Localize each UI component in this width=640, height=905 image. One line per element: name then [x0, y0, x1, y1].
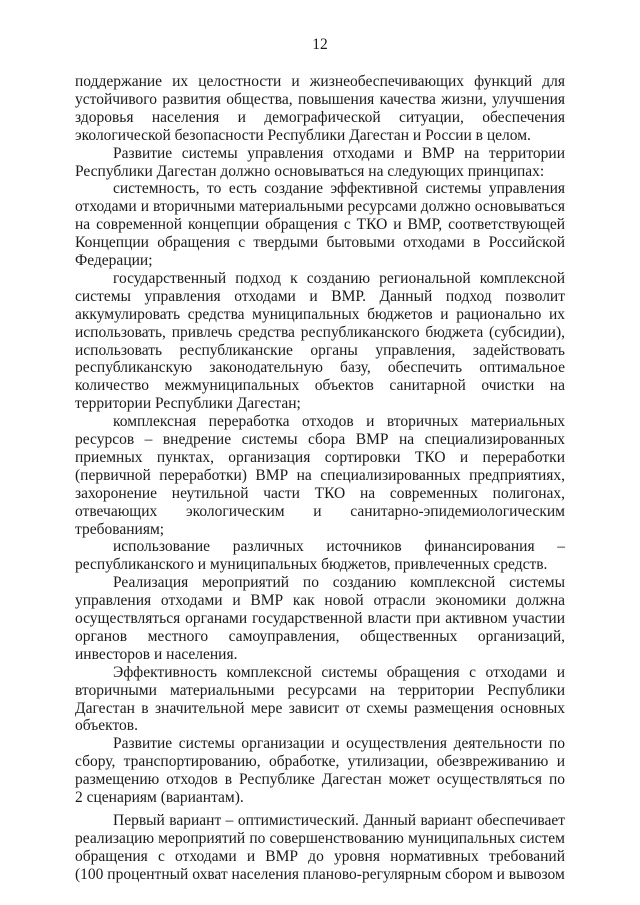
text-line: объектов. [75, 717, 138, 735]
text-line: использовать республиканские органы управления, задействовать [75, 341, 565, 359]
text-line: Первый вариант – оптимистический. Данный вариант обеспечивает [113, 811, 565, 829]
text-line: Реализация мероприятий по созданию комплексной системы [113, 574, 565, 592]
text-line: сбору, транспортированию, обработке, утилизации, обезвреживанию и [75, 753, 565, 771]
text-line: поддержание их целостности и жизнеобеспечивающих функций для [75, 73, 565, 90]
text-line: территории Республики Дагестан; [75, 395, 301, 413]
text-line: системность, то есть создание эффективной системы управления [113, 180, 565, 198]
text-line: комплексная переработка отходов и вторичных материальных [113, 413, 565, 431]
text-line: экологической безопасности Республики Дагестан и России в целом. [75, 126, 531, 144]
text-line: ресурсов – внедрение системы сбора ВМР на специализированных [75, 431, 565, 448]
text-line: реализацию мероприятий по совершенствованию муниципальных систем [75, 829, 565, 847]
text-line: устойчивого развития общества, повышения качества жизни, улучшения [75, 90, 565, 108]
text-line: Дагестан в значительной мере зависит от схемы размещения основных [75, 699, 565, 717]
text-line: здоровья населения и демографической ситуации, обеспечения [75, 108, 565, 126]
text-line: государственный подход к созданию региональной комплексной [113, 269, 565, 287]
text-line: Концепции обращения с твердыми бытовыми отходами в Российской [75, 234, 565, 252]
text-line: размещению отходов в Республике Дагестан может осуществляться по [75, 771, 565, 789]
text-line: обращения с отходами и ВМР до уровня нормативных требований [75, 847, 565, 865]
text-line: отходами и вторичными материальными ресурсами должно основываться [75, 198, 565, 216]
text-line: Федерации; [75, 252, 153, 269]
text-line: системы управления отходами и ВМР. Данный подход позволит [75, 287, 565, 305]
text-line: использовать, привлечь средства республиканского бюджета (субсидии), [75, 323, 565, 341]
text-line: использование различных источников финансирования – [113, 538, 565, 556]
text-line: осуществляться органами государственной власти при активном участии [75, 610, 565, 627]
text-line: Эффективность комплексной системы обращения с отходами и [113, 663, 565, 681]
text-line: требованиям; [75, 520, 165, 538]
text-line: республиканскую законодательную базу, обеспечить оптимальное [75, 359, 565, 377]
text-line: (первичной переработки) ВМР на специализированных предприятиях, [75, 466, 565, 484]
text-line: количество межмуниципальных объектов санитарной очистки на [75, 377, 565, 395]
text-line: Развитие системы организации и осуществления деятельности по [113, 735, 565, 753]
text-line: отвечающих экологическим и санитарно-эпидемиологическим [75, 502, 565, 520]
page-number: 12 [312, 36, 328, 53]
text-line: (100 процентный охват населения планово-регулярным сбором и вывозом [75, 865, 565, 883]
text-line: вторичными материальными ресурсами на территории Республики [75, 681, 565, 699]
text-line: Республики Дагестан должно основываться на следующих принципах: [75, 162, 545, 180]
text-line: 2 сценариям (вариантам). [75, 789, 244, 806]
text-line: Развитие системы управления отходами и ВМР на территории [113, 144, 565, 162]
text-line: управления отходами и ВМР как новой отрасли экономики должна [75, 592, 565, 610]
text-line: инвесторов и населения. [75, 645, 238, 663]
text-line: республиканского и муниципальных бюджетов, привлеченных средств. [75, 556, 548, 574]
text-line: аккумулировать средства муниципальных бюджетов и рационально их [75, 305, 565, 323]
text-line: на современной концепции обращения с ТКО и ВМР, соответствующей [75, 216, 565, 234]
text-line: приемных пунктах, организация сортировки ТКО и переработки [75, 448, 565, 466]
text-line: захоронение неутильной части ТКО на современных полигонах, [75, 484, 565, 502]
text-line: органов местного самоуправления, общественных организаций, [75, 627, 565, 645]
